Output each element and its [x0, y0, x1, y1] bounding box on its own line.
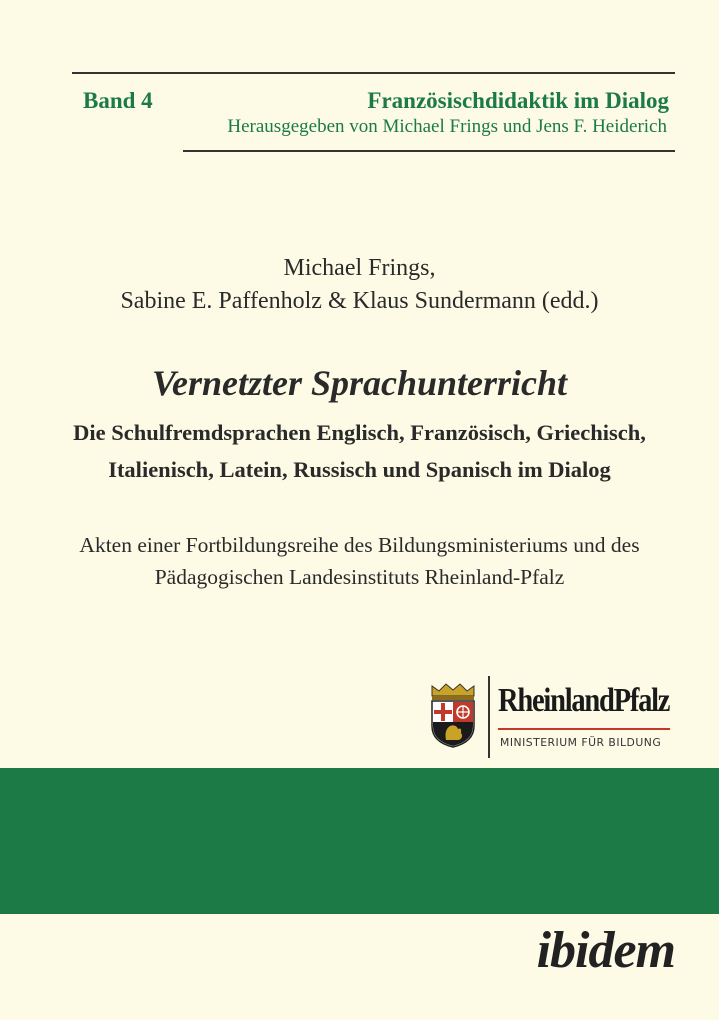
- description-line-2: Pädagogischen Landesinstituts Rheinland-Pfalz: [154, 565, 565, 589]
- publisher-logo: ibidem: [536, 922, 675, 979]
- green-band: [0, 768, 719, 914]
- book-subtitle-line-2: Italienisch, Latein, Russisch und Spanisch im Dialog: [108, 457, 611, 482]
- ministry-logo: [428, 676, 678, 760]
- description-line-1: Akten einer Fortbildungsreihe des Bildungsministeriums und des: [79, 533, 640, 557]
- coat-of-arms-icon: [428, 682, 478, 748]
- logo-wordmark: RheinlandPfalz: [498, 682, 670, 719]
- authors-line-1: Michael Frings,: [283, 255, 436, 281]
- series-bottom-rule: [183, 150, 675, 152]
- series-editors: Herausgegeben von Michael Frings und Jens F. Heiderich: [227, 116, 667, 137]
- logo-divider: [488, 676, 490, 758]
- logo-ministry-label: MINISTERIUM FÜR BILDUNG: [500, 736, 662, 749]
- series-title: Französischdidaktik im Dialog: [367, 88, 669, 113]
- logo-red-rule: [498, 728, 670, 730]
- series-volume: Band 4: [83, 88, 153, 113]
- book-subtitle-line-1: Die Schulfremdsprachen Englisch, Französisch, Griechisch,: [73, 420, 646, 445]
- authors-line-2: Sabine E. Paffenholz & Klaus Sundermann (edd.): [120, 288, 599, 314]
- book-title: Vernetzter Sprachunterricht: [151, 363, 568, 403]
- top-rule: [72, 72, 675, 74]
